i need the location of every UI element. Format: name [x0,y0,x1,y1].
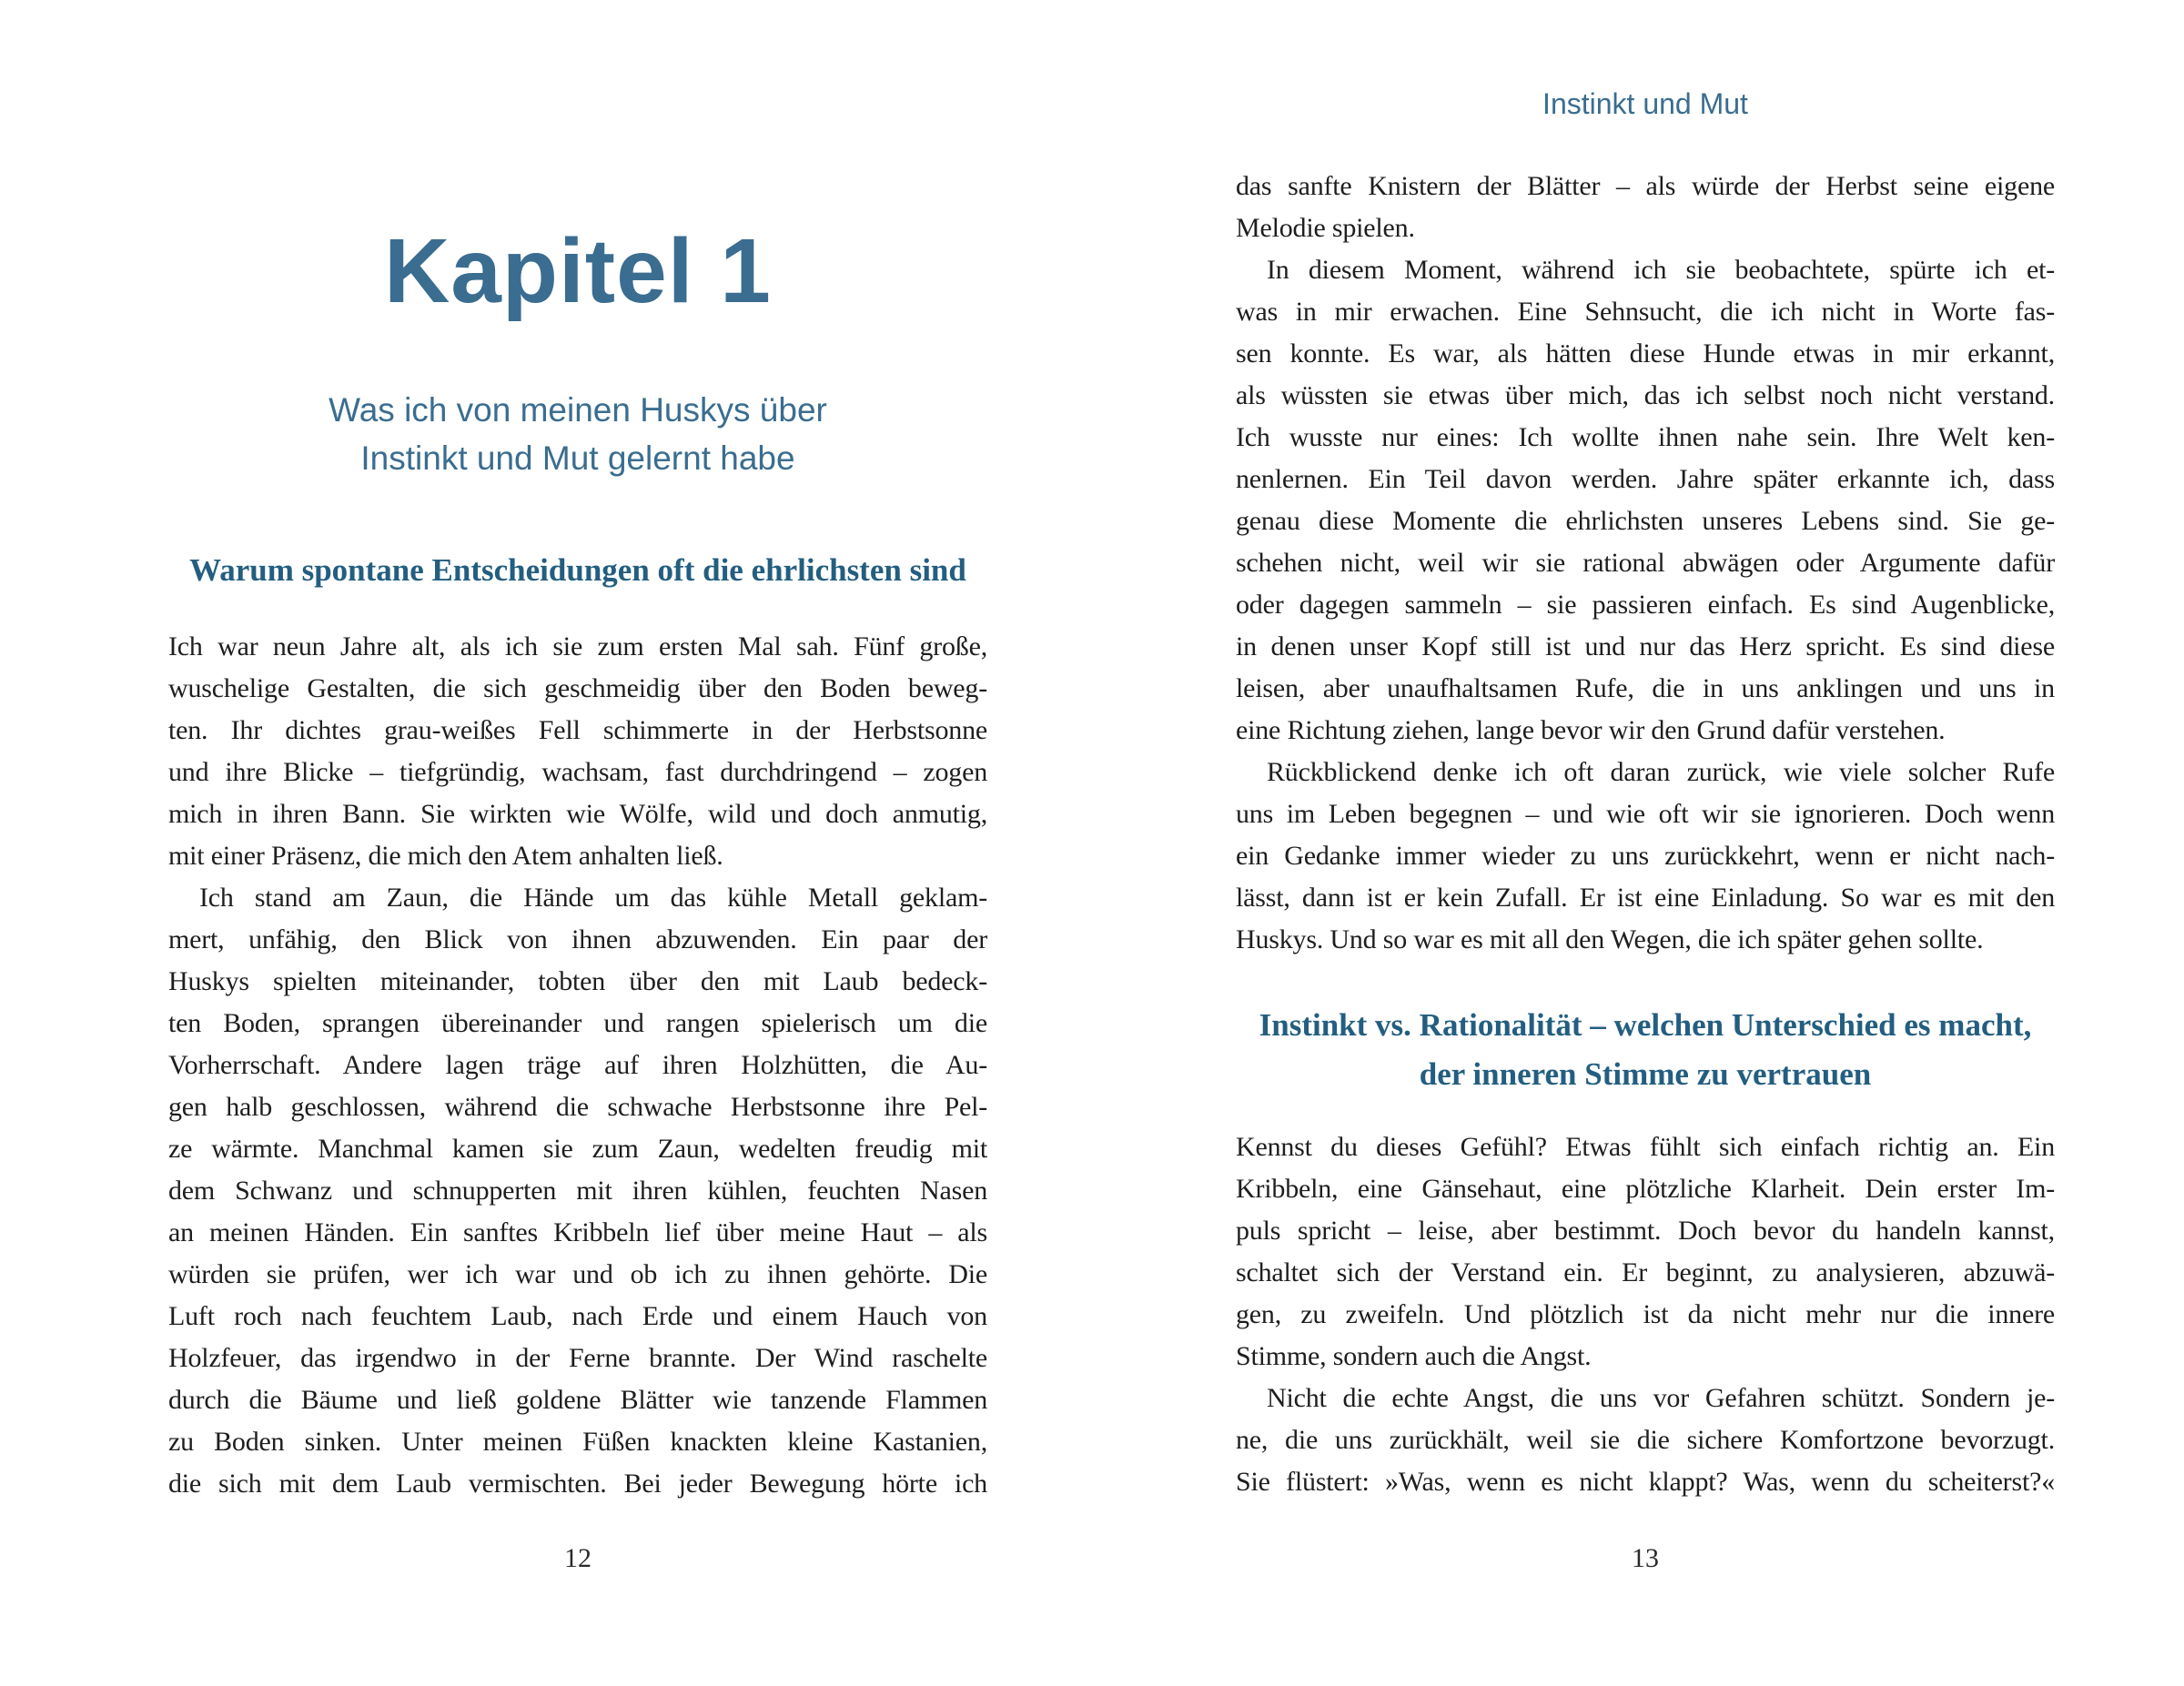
chapter-title: Kapitel 1 [384,220,772,322]
body-text [168,626,987,1505]
text-line: dem Schwanz und schnupperten mit ihren kühlen, feuchten Nasen [168,1176,987,1206]
paragraph [1236,1378,2055,1503]
paragraph [1236,1126,2055,1378]
paragraph [1236,752,2055,961]
text-line: ne, die uns zurückhält, weil sie die sichere Komfortzone bevorzugt. [1236,1425,2055,1455]
text-line: wuschelige Gestalten, die sich geschmeidig über den Boden beweg- [168,673,987,703]
text-line: lässt, dann ist er kein Zufall. Er ist eine Einladung. So war es mit den [1236,883,2055,913]
text-line: Nicht die echte Angst, die uns vor Gefahren schützt. Sondern je- [1267,1383,2055,1413]
text-line: durch die Bäume und ließ goldene Blätter wie tanzende Flammen [168,1385,987,1415]
text-line: ten Boden, sprangen übereinander und rangen spielerisch um die [168,1008,987,1038]
text-line: schehen nicht, weil wir sie rational abwägen oder Argumente dafür [1236,548,2055,578]
text-line: als wüssten sie etwas über mich, das ich selbst noch nicht verstand. [1236,380,2055,410]
text-line: nenlernen. Ein Teil davon werden. Jahre später erkannte ich, dass [1236,464,2055,494]
text-line: Huskys. Und so war es mit all den Wegen, die ich später gehen sollte. [1236,924,1984,954]
text-line: Ich stand am Zaun, die Hände um das kühle Metall geklam- [199,883,987,913]
paragraph [1236,249,2055,752]
right-page [1236,0,2055,1686]
text-line: was in mir erwachen. Eine Sehnsucht, die ich nicht in Worte fas- [1236,297,2055,327]
text-line: mit einer Präsenz, die mich den Atem anhalten ließ. [168,841,723,871]
text-line: und ihre Blicke – tiefgründig, wachsam, fast durchdringend – zogen [168,757,987,787]
page-number: 12 [564,1543,592,1573]
text-line: mert, unfähig, den Blick von ihnen abzuwenden. Ein paar der [168,924,987,954]
text-line: das sanfte Knistern der Blätter – als würde der Herbst seine eigene [1236,171,2055,201]
text-line: Huskys spielten miteinander, tobten über den mit Laub bedeck- [168,966,987,996]
text-line: gen halb geschlossen, während die schwache Herbstsonne ihre Pel- [168,1092,987,1122]
text-line: Stimme, sondern auch die Angst. [1236,1341,1592,1371]
text-line: uns im Leben begegnen – und wie oft wir sie ignorieren. Doch wenn [1236,799,2055,829]
body-text [1236,166,2055,961]
text-line: genau diese Momente die ehrlichsten unseres Lebens sind. Sie ge- [1236,506,2055,536]
text-line: Vorherrschaft. Andere lagen träge auf ihren Holzhütten, die Au- [168,1050,987,1080]
text-line: schaltet sich der Verstand ein. Er beginnt, zu analysieren, abzuwä- [1236,1257,2055,1287]
text-line: Melodie spielen. [1236,213,1415,243]
text-line: die sich mit dem Laub vermischten. Bei jeder Bewegung hörte ich [168,1469,987,1499]
text-line: puls spricht – leise, aber bestimmt. Doch bevor du handeln kannst, [1236,1216,2055,1246]
text-line: Holzfeuer, das irgendwo in der Ferne brannte. Der Wind raschelte [168,1343,987,1373]
text-line: Ich war neun Jahre alt, als ich sie zum ersten Mal sah. Fünf große, [168,631,987,661]
text-line: Ich wusste nur eines: Ich wollte ihnen nahe sein. Ihre Welt ken- [1236,422,2055,452]
text-line: leisen, aber unaufhaltsamen Rufe, die in uns anklingen und uns in [1236,673,2055,703]
text-line: Luft roch nach feuchtem Laub, nach Erde und einem Hauch von [168,1301,987,1331]
text-line: ten. Ihr dichtes grau-weißes Fell schimmerte in der Herbstsonne [168,715,987,745]
text-line: zu Boden sinken. Unter meinen Füßen knackten kleine Kastanien, [168,1427,987,1457]
section-heading [1236,1001,2055,1099]
text-line: Kennst du dieses Gefühl? Etwas fühlt sich einfach richtig an. Ein [1236,1132,2055,1162]
text-line: in denen unser Kopf still ist und nur das Herz spricht. Es sind diese [1236,631,2055,661]
body-text [1236,1126,2055,1503]
text-line: würden sie prüfen, wer ich war und ob ich zu ihnen gehörte. Die [168,1259,987,1289]
section-heading-line: der inneren Stimme zu vertrauen [1419,1056,1872,1092]
chapter-subtitle-line: Instinkt und Mut gelernt habe [360,439,795,477]
text-line: In diesem Moment, während ich sie beobachtete, spürte ich et- [1267,255,2055,285]
page-number: 13 [1632,1543,1659,1573]
paragraph [168,626,987,877]
section-heading-line: Instinkt vs. Rationalität – welchen Unterschied es macht, [1259,1007,2032,1043]
paragraph [1236,166,2055,249]
text-line: ze wärmte. Manchmal kamen sie zum Zaun, wedelten freudig mit [168,1134,987,1164]
text-line: oder dagegen sammeln – sie passieren einfach. Es sind Augenblicke, [1236,590,2055,620]
text-line: eine Richtung ziehen, lange bevor wir den Grund dafür verstehen. [1236,715,1946,745]
section-heading: Warum spontane Entscheidungen oft die ehrlichsten sind [189,552,966,588]
text-line: ein Gedanke immer wieder zu uns zurückkehrt, wenn er nicht nach- [1236,841,2055,871]
text-line: Rückblickend denke ich oft daran zurück, wie viele solcher Rufe [1267,757,2055,787]
text-line: mich in ihren Bann. Sie wirkten wie Wölfe, wild und doch anmutig, [168,799,987,829]
chapter-subtitle-line: Was ich von meinen Huskys über [329,391,827,429]
text-line: an meinen Händen. Ein sanftes Kribbeln lief über meine Haut – als [168,1217,987,1247]
running-header: Instinkt und Mut [1542,87,1748,120]
chapter-subtitle [168,386,987,482]
text-line: Sie flüstert: »Was, wenn es nicht klappt? Was, wenn du scheiterst?« [1236,1467,2055,1497]
text-line: sen konnte. Es war, als hätten diese Hunde etwas in mir erkannt, [1236,338,2055,368]
text-line: gen, zu zweifeln. Und plötzlich ist da nicht mehr nur die innere [1236,1299,2055,1329]
paragraph [168,877,987,1505]
left-page [168,0,987,1686]
text-line: Kribbeln, eine Gänsehaut, eine plötzliche Klarheit. Dein erster Im- [1236,1174,2055,1204]
